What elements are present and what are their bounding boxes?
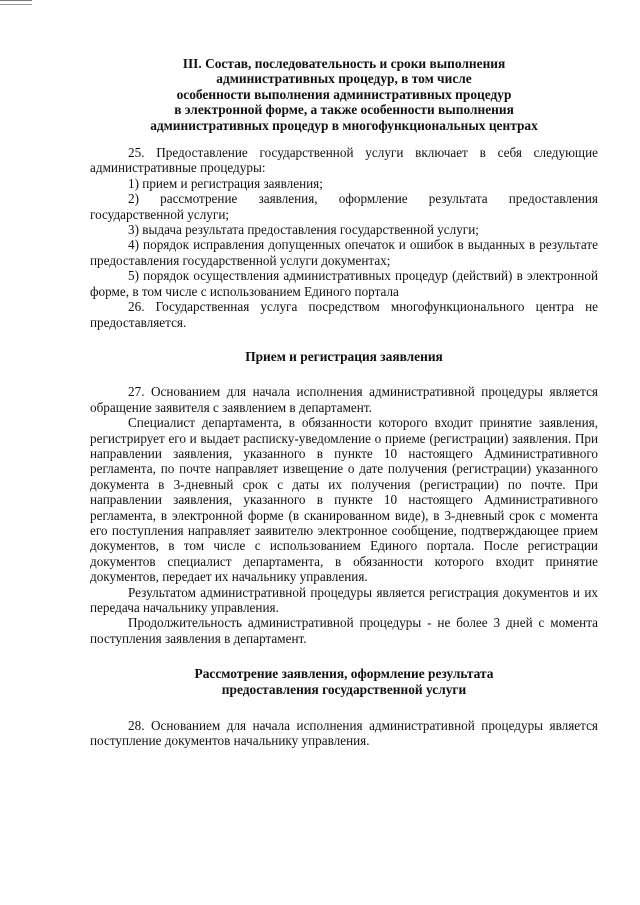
clause-25: [90, 145, 598, 299]
section-heading-main: [90, 56, 598, 133]
clause-25-item-2: 2) рассмотрение заявления, оформление результата предоставления государственной услуги;: [90, 191, 598, 222]
heading-review: [90, 666, 598, 697]
heading-line: в электронной форме, а также особенности выполнения: [174, 102, 514, 118]
heading-line: Рассмотрение заявления, оформление результата: [194, 666, 494, 682]
clause-25-intro: 25. Предоставление государственной услуги включает в себя следующие административные процедуры:: [90, 145, 598, 176]
clause-27: [90, 384, 598, 646]
heading-line: предоставления государственной услуги: [221, 681, 467, 697]
clause-28: 28. Основанием для начала исполнения административной процедуры является поступление документов начальнику управления.: [90, 718, 598, 749]
clause-26: 26. Государственная услуга посредством многофункционального центра не предоставляется.: [90, 299, 598, 330]
clause-27-para-1: 27. Основанием для начала исполнения административной процедуры является обращение заявителя с заявлением в департамент.: [90, 384, 598, 415]
heading-line: особенности выполнения административных процедур: [176, 86, 512, 102]
clause-25-item-5: 5) порядок осуществления административных процедур (действий) в электронной форме, в том числе с использованием Единого портала: [90, 268, 598, 299]
clause-27-para-3: Результатом административной процедуры является регистрация документов и их передача начальнику управления.: [90, 584, 598, 615]
heading-reception: [90, 349, 598, 364]
heading-line: административных процедур в многофункциональных центрах: [150, 117, 538, 133]
scan-corner-mark: [0, 0, 32, 5]
clause-25-item-4: 4) порядок исправления допущенных опечаток и ошибок в выданных в результате предоставления государственной услуги документах;: [90, 237, 598, 268]
heading-line: административных процедур, в том числе: [216, 71, 472, 87]
clause-25-item-3: 3) выдача результата предоставления государственной услуги;: [128, 222, 479, 238]
clause-25-item-1: 1) прием и регистрация заявления;: [128, 175, 323, 191]
heading-line: III. Состав, последовательность и сроки выполнения: [182, 56, 506, 71]
heading-line: Прием и регистрация заявления: [245, 348, 443, 364]
clause-27-para-2: Специалист департамента, в обязанности которого входит принятие заявления, регистрирует его и выдает расписку-уведомление о приеме (регистрации) заявления. При направлении заявления, указанного в пункте 10 настоящего Административного регламента, по почте направляет извещение о дате получения (регистрации) указанного документа в 3-дневный срок с даты их получения (регистрации) по почте. При направлении заявления, указанного в пункте 10 настоящего Административного регламента, в электронной форме (в сканированном виде), в 3-дневный срок с момента его поступления направляет заявителю электронное сообщение, подтверждающее прием документов, в том числе с использованием Единого портала. После регистрации документов специалист департамента, в обязанности которого входит принятие документов, передает их начальнику управления.: [90, 415, 598, 585]
clause-27-para-4: Продолжительность административной процедуры - не более 3 дней с момента поступления заявления в департамент.: [90, 615, 598, 646]
